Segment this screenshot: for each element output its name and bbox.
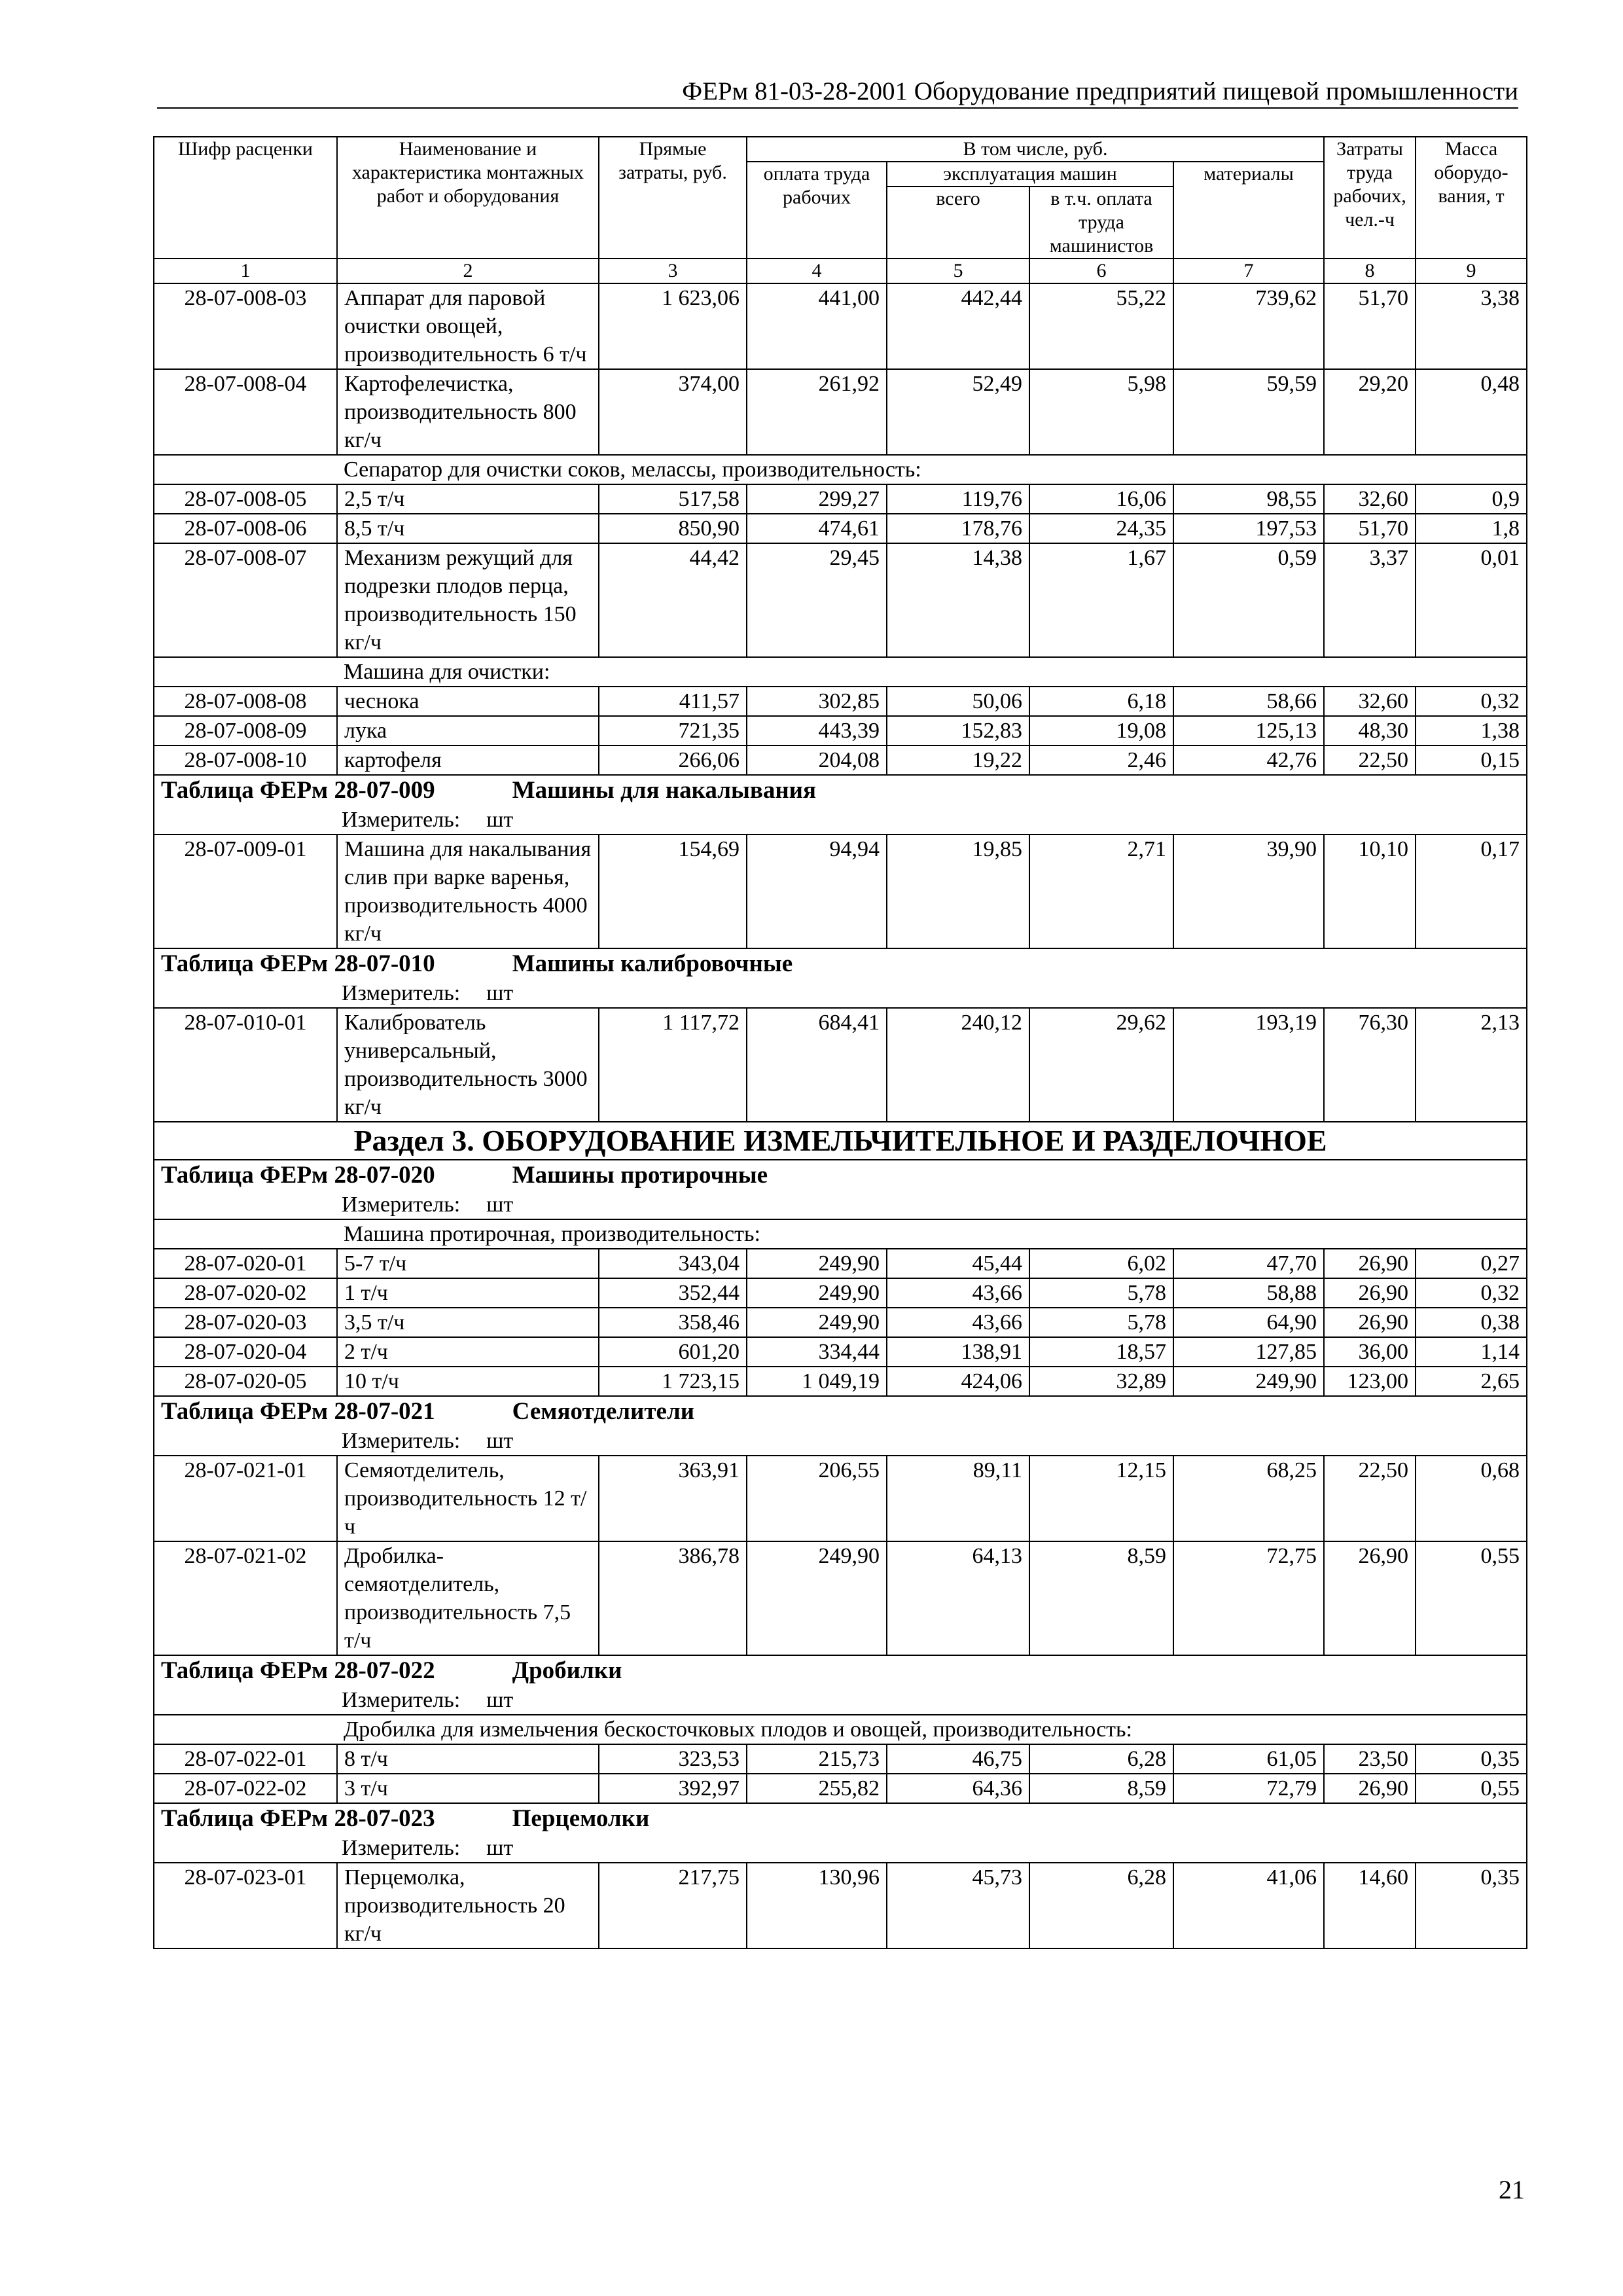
cell-machines-wages: 6,02 <box>1029 1249 1173 1278</box>
cell-wages: 249,90 <box>747 1249 887 1278</box>
table-heading-row <box>154 775 1527 806</box>
table-code: Таблица ФЕРм 28-07-010 <box>161 950 435 977</box>
group-label: Машина для очистки: <box>337 657 1527 687</box>
cell-name: 1 т/ч <box>337 1278 599 1308</box>
table-row <box>154 834 1527 948</box>
cell-mass: 1,14 <box>1416 1337 1527 1367</box>
cell-machines-total: 19,22 <box>887 745 1029 775</box>
cell-name: Калиброватель универсальный, производительность 3000 кг/ч <box>337 1008 599 1122</box>
cell-name: Перцемолка, производительность 20 кг/ч <box>337 1863 599 1948</box>
cell-name: 3,5 т/ч <box>337 1308 599 1337</box>
cell-code: 28-07-022-01 <box>154 1744 337 1774</box>
cell-machines-wages: 6,28 <box>1029 1744 1173 1774</box>
cell-name: 2 т/ч <box>337 1337 599 1367</box>
cell-wages: 249,90 <box>747 1308 887 1337</box>
cell-materials: 64,90 <box>1173 1308 1324 1337</box>
cell-mass: 0,55 <box>1416 1774 1527 1803</box>
cell-machines-total: 64,13 <box>887 1541 1029 1655</box>
cell-direct: 721,35 <box>599 716 747 745</box>
table-row <box>154 716 1527 745</box>
cell-machines-wages: 6,18 <box>1029 687 1173 716</box>
cell-direct: 1 723,15 <box>599 1367 747 1396</box>
table-heading-row <box>154 1655 1527 1686</box>
group-row <box>154 1715 1527 1744</box>
cell-direct: 323,53 <box>599 1744 747 1774</box>
cell-direct: 386,78 <box>599 1541 747 1655</box>
cell-direct: 411,57 <box>599 687 747 716</box>
cell-code: 28-07-010-01 <box>154 1008 337 1122</box>
measure-cell <box>154 806 1527 834</box>
cell-labor: 22,50 <box>1324 1456 1416 1541</box>
cell-code: 28-07-021-01 <box>154 1456 337 1541</box>
cell-labor: 23,50 <box>1324 1744 1416 1774</box>
measure-cell <box>154 1686 1527 1715</box>
cell-code: 28-07-020-03 <box>154 1308 337 1337</box>
cell-name: чеснока <box>337 687 599 716</box>
cell-code: 28-07-008-08 <box>154 687 337 716</box>
cell-labor: 76,30 <box>1324 1008 1416 1122</box>
cell-wages: 684,41 <box>747 1008 887 1122</box>
cell-machines-total: 19,85 <box>887 834 1029 948</box>
table-row <box>154 1278 1527 1308</box>
cell-materials: 197,53 <box>1173 514 1324 543</box>
cell-name: 5-7 т/ч <box>337 1249 599 1278</box>
cell-direct: 1 623,06 <box>599 283 747 369</box>
cell-wages: 441,00 <box>747 283 887 369</box>
cell-mass: 0,17 <box>1416 834 1527 948</box>
cell-code: 28-07-009-01 <box>154 834 337 948</box>
cell-labor: 29,20 <box>1324 369 1416 455</box>
cell-mass: 3,38 <box>1416 283 1527 369</box>
cell-wages: 94,94 <box>747 834 887 948</box>
cell-materials: 193,19 <box>1173 1008 1324 1122</box>
cell-name: лука <box>337 716 599 745</box>
header-rule <box>157 107 1518 109</box>
table-row <box>154 543 1527 657</box>
page-number: 21 <box>1499 2175 1525 2204</box>
table-title: Семяотделители <box>512 1398 695 1425</box>
cell-machines-wages: 12,15 <box>1029 1456 1173 1541</box>
measure-cell <box>154 1191 1527 1219</box>
table-heading-row <box>154 1803 1527 1834</box>
cell-machines-total: 240,12 <box>887 1008 1029 1122</box>
cell-name: 8,5 т/ч <box>337 514 599 543</box>
cell-machines-wages: 16,06 <box>1029 484 1173 514</box>
group-label: Машина протирочная, производительность: <box>337 1219 1527 1249</box>
cell-labor: 26,90 <box>1324 1249 1416 1278</box>
table-row <box>154 514 1527 543</box>
table-code: Таблица ФЕРм 28-07-023 <box>161 1805 435 1832</box>
cell-wages: 474,61 <box>747 514 887 543</box>
cell-code: 28-07-008-04 <box>154 369 337 455</box>
cell-machines-wages: 5,98 <box>1029 369 1173 455</box>
table-row <box>154 1774 1527 1803</box>
section-heading: Раздел 3. ОБОРУДОВАНИЕ ИЗМЕЛЬЧИТЕЛЬНОЕ И РАЗДЕЛОЧНОЕ <box>154 1122 1527 1160</box>
col-number: 1 <box>154 259 337 283</box>
cell-machines-total: 138,91 <box>887 1337 1029 1367</box>
col-number: 9 <box>1416 259 1527 283</box>
cell-wages: 261,92 <box>747 369 887 455</box>
cell-name: Картофелечистка, производительность 800 кг/ч <box>337 369 599 455</box>
measure-label: Измеритель: <box>342 1193 461 1217</box>
table-row <box>154 1308 1527 1337</box>
table-heading <box>154 948 1527 979</box>
cell-labor: 123,00 <box>1324 1367 1416 1396</box>
cell-labor: 51,70 <box>1324 283 1416 369</box>
cell-wages: 302,85 <box>747 687 887 716</box>
table-title: Дробилки <box>512 1657 622 1684</box>
cell-labor: 26,90 <box>1324 1541 1416 1655</box>
table-title: Перцемолки <box>512 1805 650 1832</box>
cell-mass: 0,01 <box>1416 543 1527 657</box>
group-row <box>154 455 1527 484</box>
cell-name: 10 т/ч <box>337 1367 599 1396</box>
cell-direct: 517,58 <box>599 484 747 514</box>
cell-mass: 2,65 <box>1416 1367 1527 1396</box>
col-machines-wages-header: в т.ч. оплата труда машинистов <box>1029 187 1173 259</box>
cell-code: 28-07-008-10 <box>154 745 337 775</box>
measure-unit: шт <box>486 1836 514 1860</box>
table-code: Таблица ФЕРм 28-07-022 <box>161 1657 435 1684</box>
measure-label: Измеритель: <box>342 981 461 1005</box>
table-heading-row <box>154 948 1527 979</box>
cell-direct: 352,44 <box>599 1278 747 1308</box>
col-number: 6 <box>1029 259 1173 283</box>
cell-mass: 0,68 <box>1416 1456 1527 1541</box>
cell-wages: 249,90 <box>747 1541 887 1655</box>
cell-materials: 0,59 <box>1173 543 1324 657</box>
cell-machines-total: 424,06 <box>887 1367 1029 1396</box>
cell-mass: 0,32 <box>1416 687 1527 716</box>
cell-machines-wages: 55,22 <box>1029 283 1173 369</box>
cell-direct: 266,06 <box>599 745 747 775</box>
col-direct-header: Прямые затраты, руб. <box>599 137 747 259</box>
table-row <box>154 283 1527 369</box>
cell-name: 2,5 т/ч <box>337 484 599 514</box>
cell-machines-total: 14,38 <box>887 543 1029 657</box>
cell-machines-total: 43,66 <box>887 1308 1029 1337</box>
cell-materials: 58,66 <box>1173 687 1324 716</box>
cell-machines-total: 442,44 <box>887 283 1029 369</box>
cell-labor: 32,60 <box>1324 687 1416 716</box>
cell-wages: 255,82 <box>747 1774 887 1803</box>
cell-code: 28-07-008-03 <box>154 283 337 369</box>
col-machines-header: эксплуатация машин <box>887 162 1173 187</box>
measure-unit: шт <box>486 1193 514 1217</box>
cell-machines-wages: 8,59 <box>1029 1774 1173 1803</box>
cell-machines-total: 152,83 <box>887 716 1029 745</box>
group-empty-cell <box>154 1715 337 1744</box>
cell-direct: 217,75 <box>599 1863 747 1948</box>
col-number: 7 <box>1173 259 1324 283</box>
cell-code: 28-07-023-01 <box>154 1863 337 1948</box>
cell-labor: 26,90 <box>1324 1308 1416 1337</box>
cell-machines-wages: 2,46 <box>1029 745 1173 775</box>
column-numbers-row <box>154 259 1527 283</box>
cell-machines-wages: 18,57 <box>1029 1337 1173 1367</box>
col-labor-header: Затраты труда рабочих, чел.-ч <box>1324 137 1416 259</box>
cell-machines-total: 64,36 <box>887 1774 1029 1803</box>
cell-wages: 206,55 <box>747 1456 887 1541</box>
col-incl-header: В том числе, руб. <box>747 137 1324 162</box>
cell-machines-total: 50,06 <box>887 687 1029 716</box>
cell-wages: 215,73 <box>747 1744 887 1774</box>
cell-labor: 14,60 <box>1324 1863 1416 1948</box>
measure-label: Измеритель: <box>342 1688 461 1712</box>
group-row <box>154 657 1527 687</box>
table-row <box>154 1541 1527 1655</box>
cell-direct: 154,69 <box>599 834 747 948</box>
cell-mass: 2,13 <box>1416 1008 1527 1122</box>
table-row <box>154 745 1527 775</box>
cell-labor: 3,37 <box>1324 543 1416 657</box>
col-number: 8 <box>1324 259 1416 283</box>
table-heading <box>154 1655 1527 1686</box>
cell-machines-wages: 5,78 <box>1029 1308 1173 1337</box>
table-row <box>154 484 1527 514</box>
cell-machines-total: 46,75 <box>887 1744 1029 1774</box>
measure-row <box>154 806 1527 834</box>
cell-materials: 39,90 <box>1173 834 1324 948</box>
cell-mass: 0,32 <box>1416 1278 1527 1308</box>
cell-materials: 125,13 <box>1173 716 1324 745</box>
cell-machines-total: 45,73 <box>887 1863 1029 1948</box>
cell-machines-wages: 29,62 <box>1029 1008 1173 1122</box>
cell-code: 28-07-008-07 <box>154 543 337 657</box>
measure-row <box>154 1427 1527 1456</box>
page-header: ФЕРм 81-03-28-2001 Оборудование предприятий пищевой промышленности <box>682 77 1518 105</box>
cell-wages: 130,96 <box>747 1863 887 1948</box>
col-name-header: Наименование и характеристика монтажных работ и оборудования <box>337 137 599 259</box>
cell-labor: 32,60 <box>1324 484 1416 514</box>
cell-labor: 10,10 <box>1324 834 1416 948</box>
measure-cell <box>154 1834 1527 1863</box>
col-number: 5 <box>887 259 1029 283</box>
cell-machines-total: 43,66 <box>887 1278 1029 1308</box>
cell-labor: 26,90 <box>1324 1278 1416 1308</box>
table-title: Машины калибровочные <box>512 950 793 977</box>
table-row <box>154 1863 1527 1948</box>
cell-mass: 0,27 <box>1416 1249 1527 1278</box>
table-row <box>154 1456 1527 1541</box>
group-label: Сепаратор для очистки соков, мелассы, производительность: <box>337 455 1527 484</box>
cell-machines-total: 119,76 <box>887 484 1029 514</box>
table-code: Таблица ФЕРм 28-07-021 <box>161 1398 435 1425</box>
cell-wages: 29,45 <box>747 543 887 657</box>
table-row <box>154 1008 1527 1122</box>
table-title: Машины для накалывания <box>512 777 817 804</box>
table-title: Машины протирочные <box>512 1162 768 1189</box>
measure-unit: шт <box>486 808 514 832</box>
group-empty-cell <box>154 1219 337 1249</box>
cell-code: 28-07-022-02 <box>154 1774 337 1803</box>
measure-label: Измеритель: <box>342 1429 461 1453</box>
group-empty-cell <box>154 657 337 687</box>
cell-name: 8 т/ч <box>337 1744 599 1774</box>
cell-name: Механизм режущий для подрезки плодов перца, производительность 150 кг/ч <box>337 543 599 657</box>
cell-materials: 42,76 <box>1173 745 1324 775</box>
cell-name: Семяотделитель, производительность 12 т/ч <box>337 1456 599 1541</box>
col-wages-header: оплата труда рабочих <box>747 162 887 259</box>
table-row <box>154 1249 1527 1278</box>
table-heading <box>154 775 1527 806</box>
cell-direct: 601,20 <box>599 1337 747 1367</box>
cell-mass: 0,55 <box>1416 1541 1527 1655</box>
cell-materials: 61,05 <box>1173 1744 1324 1774</box>
measure-cell <box>154 1427 1527 1456</box>
header-row-1 <box>154 137 1527 162</box>
cell-machines-wages: 19,08 <box>1029 716 1173 745</box>
cell-code: 28-07-008-06 <box>154 514 337 543</box>
cell-code: 28-07-021-02 <box>154 1541 337 1655</box>
cell-materials: 72,79 <box>1173 1774 1324 1803</box>
cell-direct: 850,90 <box>599 514 747 543</box>
cell-labor: 26,90 <box>1324 1774 1416 1803</box>
measure-unit: шт <box>486 1429 514 1453</box>
cell-machines-total: 89,11 <box>887 1456 1029 1541</box>
table-code: Таблица ФЕРм 28-07-020 <box>161 1162 435 1189</box>
table-row <box>154 1367 1527 1396</box>
table-heading-row <box>154 1160 1527 1191</box>
measure-label: Измеритель: <box>342 808 461 832</box>
measure-row <box>154 979 1527 1008</box>
cell-wages: 204,08 <box>747 745 887 775</box>
cell-mass: 1,38 <box>1416 716 1527 745</box>
cell-machines-wages: 2,71 <box>1029 834 1173 948</box>
cell-materials: 68,25 <box>1173 1456 1324 1541</box>
cell-code: 28-07-008-05 <box>154 484 337 514</box>
cell-materials: 59,59 <box>1173 369 1324 455</box>
measure-row <box>154 1686 1527 1715</box>
col-code-header: Шифр расценки <box>154 137 337 259</box>
table-row <box>154 1744 1527 1774</box>
cell-code: 28-07-020-02 <box>154 1278 337 1308</box>
cell-name: Машина для накалывания слив при варке варенья, производительность 4000 кг/ч <box>337 834 599 948</box>
cell-direct: 363,91 <box>599 1456 747 1541</box>
cell-machines-wages: 6,28 <box>1029 1863 1173 1948</box>
cell-direct: 343,04 <box>599 1249 747 1278</box>
cell-code: 28-07-008-09 <box>154 716 337 745</box>
col-number: 3 <box>599 259 747 283</box>
table-row <box>154 369 1527 455</box>
cell-labor: 36,00 <box>1324 1337 1416 1367</box>
cell-mass: 0,9 <box>1416 484 1527 514</box>
cell-machines-total: 45,44 <box>887 1249 1029 1278</box>
cell-machines-total: 52,49 <box>887 369 1029 455</box>
cell-wages: 249,90 <box>747 1278 887 1308</box>
cell-direct: 392,97 <box>599 1774 747 1803</box>
cell-mass: 0,15 <box>1416 745 1527 775</box>
group-label: Дробилка для измельчения бескосточковых плодов и овощей, производительность: <box>337 1715 1527 1744</box>
col-materials-header: материалы <box>1173 162 1324 259</box>
measure-row <box>154 1191 1527 1219</box>
table-heading <box>154 1160 1527 1191</box>
cell-direct: 358,46 <box>599 1308 747 1337</box>
cell-wages: 334,44 <box>747 1337 887 1367</box>
cell-name: картофеля <box>337 745 599 775</box>
cell-materials: 58,88 <box>1173 1278 1324 1308</box>
table-heading <box>154 1396 1527 1427</box>
cell-materials: 47,70 <box>1173 1249 1324 1278</box>
col-mass-header: Масса оборудо-вания, т <box>1416 137 1527 259</box>
cell-machines-total: 178,76 <box>887 514 1029 543</box>
cell-machines-wages: 8,59 <box>1029 1541 1173 1655</box>
cell-materials: 127,85 <box>1173 1337 1324 1367</box>
table-row <box>154 687 1527 716</box>
measure-unit: шт <box>486 981 514 1005</box>
cell-materials: 72,75 <box>1173 1541 1324 1655</box>
cell-name: 3 т/ч <box>337 1774 599 1803</box>
cell-materials: 249,90 <box>1173 1367 1324 1396</box>
group-row <box>154 1219 1527 1249</box>
cell-wages: 443,39 <box>747 716 887 745</box>
cell-wages: 1 049,19 <box>747 1367 887 1396</box>
measure-label: Измеритель: <box>342 1836 461 1860</box>
section-heading-row <box>154 1122 1527 1160</box>
cell-name: Дробилка-семяотделитель, производительность 7,5 т/ч <box>337 1541 599 1655</box>
col-machines-total-header: всего <box>887 187 1029 259</box>
cell-machines-wages: 32,89 <box>1029 1367 1173 1396</box>
cell-mass: 0,35 <box>1416 1863 1527 1948</box>
col-number: 4 <box>747 259 887 283</box>
cell-materials: 41,06 <box>1173 1863 1324 1948</box>
table-heading <box>154 1803 1527 1834</box>
cell-labor: 51,70 <box>1324 514 1416 543</box>
cell-wages: 299,27 <box>747 484 887 514</box>
cell-direct: 44,42 <box>599 543 747 657</box>
cell-direct: 1 117,72 <box>599 1008 747 1122</box>
table-code: Таблица ФЕРм 28-07-009 <box>161 777 435 804</box>
cell-mass: 0,48 <box>1416 369 1527 455</box>
cell-name: Аппарат для паровой очистки овощей, производительность 6 т/ч <box>337 283 599 369</box>
cell-machines-wages: 24,35 <box>1029 514 1173 543</box>
cell-labor: 48,30 <box>1324 716 1416 745</box>
cell-machines-wages: 5,78 <box>1029 1278 1173 1308</box>
measure-cell <box>154 979 1527 1008</box>
col-number: 2 <box>337 259 599 283</box>
cell-mass: 1,8 <box>1416 514 1527 543</box>
cell-mass: 0,38 <box>1416 1308 1527 1337</box>
cell-direct: 374,00 <box>599 369 747 455</box>
group-empty-cell <box>154 455 337 484</box>
rates-table <box>153 136 1527 1949</box>
measure-unit: шт <box>486 1688 514 1712</box>
cell-code: 28-07-020-05 <box>154 1367 337 1396</box>
cell-machines-wages: 1,67 <box>1029 543 1173 657</box>
cell-code: 28-07-020-01 <box>154 1249 337 1278</box>
cell-materials: 98,55 <box>1173 484 1324 514</box>
cell-code: 28-07-020-04 <box>154 1337 337 1367</box>
table-heading-row <box>154 1396 1527 1427</box>
cell-labor: 22,50 <box>1324 745 1416 775</box>
cell-mass: 0,35 <box>1416 1744 1527 1774</box>
measure-row <box>154 1834 1527 1863</box>
table-row <box>154 1337 1527 1367</box>
cell-materials: 739,62 <box>1173 283 1324 369</box>
